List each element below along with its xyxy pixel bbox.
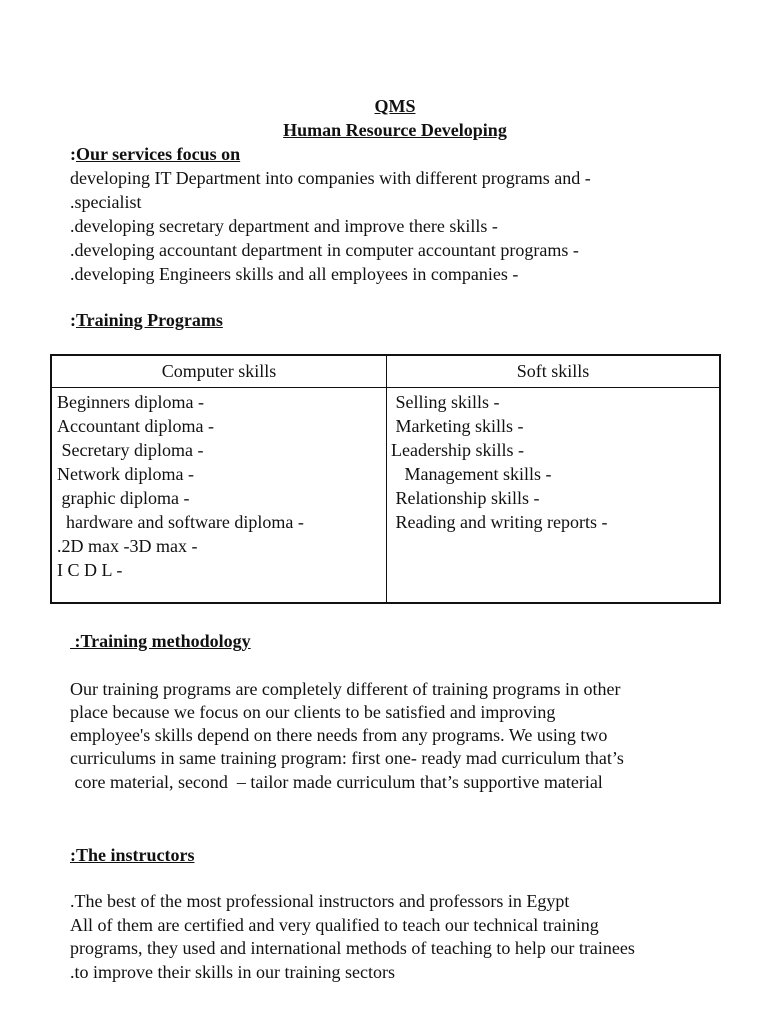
- soft-skill-item: Reading and writing reports -: [391, 512, 608, 532]
- services-line: .developing accountant department in computer accountant programs -: [70, 240, 579, 260]
- training-programs-table: [50, 354, 721, 604]
- methodology-line: core material, second – tailor made curriculum that’s supportive material: [70, 772, 603, 792]
- methodology-line: curriculums in same training program: first one- ready mad curriculum that’s: [70, 748, 624, 768]
- computer-skill-item: I C D L -: [57, 560, 123, 580]
- services-heading: [70, 142, 240, 166]
- computer-skill-item: graphic diploma -: [57, 488, 190, 508]
- column-header-computer-skills: Computer skills: [51, 355, 387, 388]
- services-line: .developing Engineers skills and all employees in companies -: [70, 264, 519, 284]
- computer-skill-item: Secretary diploma -: [57, 440, 204, 460]
- services-heading-text: Our services focus on: [76, 144, 241, 164]
- training-programs-heading: [70, 308, 223, 332]
- table-header-row: [51, 355, 720, 388]
- soft-skill-item: Management skills -: [391, 464, 552, 484]
- methodology-line: Our training programs are completely different of training programs in other: [70, 679, 621, 699]
- methodology-line: employee's skills depend on there needs from any programs. We using two: [70, 725, 608, 745]
- soft-skill-item: Selling skills -: [391, 392, 500, 412]
- document-subtitle: Human Resource Developing: [283, 120, 507, 140]
- training-programs-prefix: :: [70, 310, 76, 330]
- instructors-line: .to improve their skills in our training sectors: [70, 962, 395, 982]
- methodology-line: place because we focus on our clients to be satisfied and improving: [70, 702, 556, 722]
- document-title: QMS: [374, 96, 416, 116]
- column-header-soft-skills: Soft skills: [387, 355, 721, 388]
- services-heading-prefix: :: [70, 144, 76, 164]
- computer-skills-cell: [51, 388, 387, 604]
- services-line: developing IT Department into companies with different programs and -: [70, 168, 591, 188]
- services-line: .developing secretary department and improve there skills -: [70, 216, 498, 236]
- instructors-line: programs, they used and international methods of teaching to help our trainees: [70, 938, 635, 958]
- computer-skill-item: hardware and software diploma -: [57, 512, 304, 532]
- computer-skill-item: Network diploma -: [57, 464, 194, 484]
- soft-skill-item: Marketing skills -: [391, 416, 524, 436]
- instructors-line: All of them are certified and very qualified to teach our technical training: [70, 915, 599, 935]
- soft-skill-item: Relationship skills -: [391, 488, 540, 508]
- instructors-heading: :The instructors: [70, 845, 195, 865]
- training-programs-heading-text: Training Programs: [76, 310, 223, 330]
- soft-skill-item: Leadership skills -: [391, 440, 524, 460]
- table-row: [51, 388, 720, 604]
- soft-skills-cell: [387, 388, 721, 604]
- methodology-heading: :Training methodology: [70, 631, 251, 651]
- services-line: .specialist: [70, 192, 142, 212]
- computer-skill-item: Accountant diploma -: [57, 416, 214, 436]
- instructors-line: .The best of the most professional instructors and professors in Egypt: [70, 891, 570, 911]
- computer-skill-item: Beginners diploma -: [57, 392, 204, 412]
- computer-skill-item: .2D max -3D max -: [57, 536, 198, 556]
